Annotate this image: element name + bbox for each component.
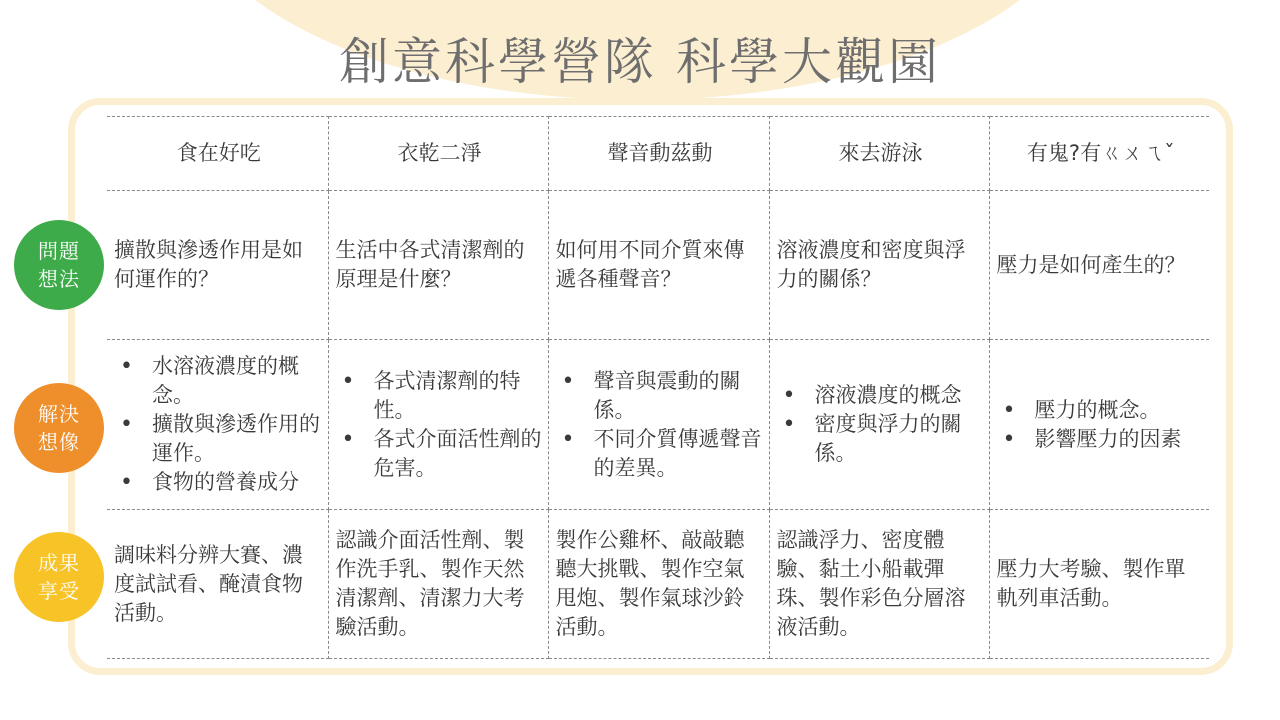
solution-item: • 不同介質傳遞聲音的差異。 <box>556 425 765 483</box>
solutions-label: 解決 想像 <box>38 402 80 454</box>
questions-row <box>107 191 1209 340</box>
solution-cell <box>769 340 989 510</box>
solution-item: • 水溶液濃度的概念。 <box>114 352 324 410</box>
column-header: 來去游泳 <box>769 117 989 191</box>
solution-list <box>777 381 985 468</box>
result-cell: 認識介面活性劑、製作洗手乳、製作天然清潔劑、清潔力大考驗活動。 <box>328 510 548 659</box>
solution-list <box>114 352 324 497</box>
column-header: 聲音動茲動 <box>548 117 769 191</box>
results-label: 成果 享受 <box>38 551 80 603</box>
column-header: 食在好吃 <box>107 117 328 191</box>
result-cell: 認識浮力、密度體驗、黏土小船載彈珠、製作彩色分層溶液活動。 <box>769 510 989 659</box>
solution-cell <box>107 340 328 510</box>
column-header: 衣乾二淨 <box>328 117 548 191</box>
result-cell: 製作公雞杯、敲敲聽聽大挑戰、製作空氣甩炮、製作氣球沙鈴活動。 <box>548 510 769 659</box>
solution-item: • 擴散與滲透作用的運作。 <box>114 410 324 468</box>
question-cell: 壓力是如何產生的？ <box>989 191 1209 340</box>
solution-item: • 各式介面活性劑的危害。 <box>336 425 544 483</box>
question-cell: 擴散與滲透作用是如何運作的？ <box>107 191 328 340</box>
question-cell: 溶液濃度和密度與浮力的關係？ <box>769 191 989 340</box>
solution-item: • 食物的營養成分 <box>114 468 324 497</box>
questions-label: 問題 想法 <box>38 239 80 291</box>
column-header: 有鬼?有ㄍㄨㄟˇ <box>989 117 1209 191</box>
question-cell: 如何用不同介質來傳遞各種聲音？ <box>548 191 769 340</box>
activity-table <box>107 116 1209 659</box>
result-cell: 壓力大考驗、製作單軌列車活動。 <box>989 510 1209 659</box>
solution-list <box>556 367 765 483</box>
solution-list <box>336 367 544 483</box>
solution-item: • 各式清潔劑的特性。 <box>336 367 544 425</box>
solution-cell <box>989 340 1209 510</box>
results-row <box>107 510 1209 659</box>
table-header-row <box>107 117 1209 191</box>
results-label-circle <box>14 532 104 622</box>
solution-item: • 聲音與震動的關係。 <box>556 367 765 425</box>
solution-list <box>997 396 1206 454</box>
solution-item: • 密度與浮力的關係。 <box>777 410 985 468</box>
page-title: 創意科學營隊 科學大觀園 <box>339 33 941 91</box>
solution-item: • 壓力的概念。 <box>997 396 1206 425</box>
result-cell: 調味料分辨大賽、濃度試試看、醃漬食物活動。 <box>107 510 328 659</box>
questions-label-circle <box>14 220 104 310</box>
solution-item: • 影響壓力的因素 <box>997 425 1206 454</box>
question-cell: 生活中各式清潔劑的原理是什麼？ <box>328 191 548 340</box>
solutions-row <box>107 340 1209 510</box>
solution-item: • 溶液濃度的概念 <box>777 381 985 410</box>
solution-cell <box>548 340 769 510</box>
solutions-label-circle <box>14 383 104 473</box>
solution-cell <box>328 340 548 510</box>
